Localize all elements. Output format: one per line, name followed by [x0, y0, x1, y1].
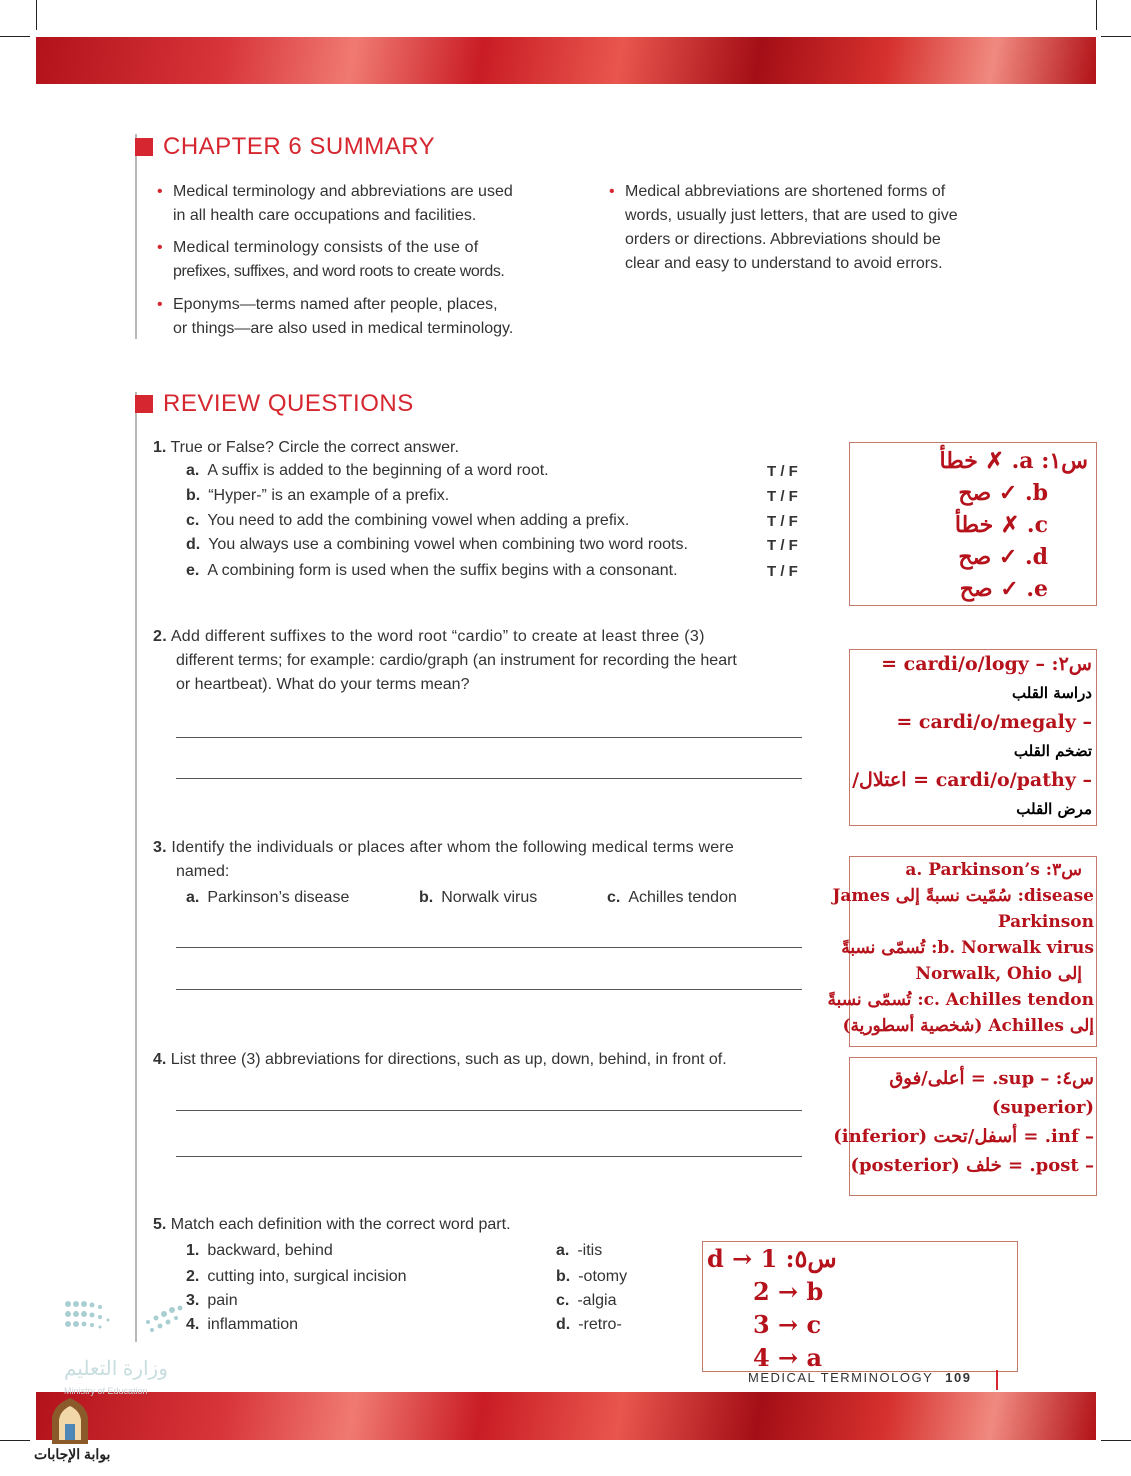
summary-heading [135, 133, 435, 161]
crop-mark [36, 0, 37, 30]
true-false-choice[interactable]: T / F [767, 488, 798, 505]
crop-mark [1101, 36, 1131, 37]
page-footer [748, 1370, 971, 1385]
bottom-banner [36, 1392, 1096, 1440]
q1-item: d. You always use a combining vowel when combining two word roots. [186, 536, 688, 553]
true-false-choice[interactable]: T / F [767, 513, 798, 530]
true-false-choice[interactable]: T / F [767, 537, 798, 554]
question-3: 3. Identify the individuals or places after whom the following medical terms were named: [153, 839, 734, 880]
q1-item: b. “Hyper-” is an example of a prefix. [186, 487, 450, 504]
answer-line[interactable] [176, 947, 802, 948]
q5-definition: 1. backward, behind [186, 1242, 333, 1259]
answer-box-3: س٣: a. Parkinson’s disease: سُمّيت نسبةً إلى James Parkinson b. Norwalk virus: تُسمّى نسبةً إلى Norwalk, Ohio c. Achilles tendon: تُسمّى نسبةً إلى Achilles (شخصية أسطورية) [849, 856, 1097, 1047]
bullet-dot: • [157, 183, 163, 200]
ministry-english: Ministry of Education [64, 1386, 148, 1396]
bullet-dot: • [157, 239, 163, 256]
review-rule [135, 392, 137, 1342]
q5-definition: 3. pain [186, 1292, 238, 1309]
review-title: REVIEW QUESTIONS [163, 390, 414, 417]
summary-title: CHAPTER 6 SUMMARY [163, 133, 436, 160]
site-name: بوابة الإجابات [34, 1446, 111, 1462]
question-1: 1. True or False? Circle the correct answer. [153, 439, 459, 456]
crop-mark [1096, 0, 1097, 30]
bullet-dot: • [157, 296, 163, 313]
summary-bullet: • Medical terminology consists of the use of prefixes, suffixes, and word roots to create words. [173, 236, 553, 284]
answer-line[interactable] [176, 737, 802, 738]
heading-marker [135, 138, 153, 156]
page-number: 109 [945, 1370, 972, 1385]
ministry-logo-dots-icon [64, 1300, 194, 1340]
summary-rule [135, 134, 137, 339]
top-banner [36, 37, 1096, 84]
ministry-wordmark: وزارة التعليم [64, 1358, 168, 1380]
question-5: 5. Match each definition with the correct word part. [153, 1216, 511, 1233]
crop-mark [0, 1440, 30, 1441]
q3-item: b. Norwalk virus [419, 889, 538, 906]
q5-definition: 4. inflammation [186, 1316, 299, 1333]
answer-box-1: س١: a. ✗ خطأ b. ✓ صح c. ✗ خطأ d. ✓ صح e. ✓ صح [849, 442, 1097, 606]
site-logo-icon [48, 1396, 92, 1446]
summary-bullet: • Eponyms—terms named after people, places, or things—are also used in medical terminology. [173, 293, 553, 341]
answer-line[interactable] [176, 989, 802, 990]
question-4: 4. List three (3) abbreviations for directions, such as up, down, behind, in front of. [153, 1051, 727, 1068]
q5-word-part: c. -algia [556, 1292, 617, 1309]
true-false-choice[interactable]: T / F [767, 563, 798, 580]
q5-definition: 2. cutting into, surgical incision [186, 1268, 407, 1285]
true-false-choice[interactable]: T / F [767, 463, 798, 480]
heading-marker [135, 395, 153, 413]
q1-item: e. A combining form is used when the suffix begins with a consonant. [186, 562, 678, 579]
summary-bullet: • Medical abbreviations are shortened forms of words, usually just letters, that are used to give orders or directions. Abbreviations should be clear and easy to understand to avoid errors. [625, 180, 1005, 276]
bullet-dot: • [609, 183, 615, 200]
q3-item: c. Achilles tendon [607, 889, 737, 906]
answer-line[interactable] [176, 1156, 802, 1157]
crop-mark [0, 36, 30, 37]
question-2: 2. Add different suffixes to the word root “cardio” to create at least three (3) different terms; for example: cardio/graph (an instrument for recording the heart or heartbeat). What do your terms mean? [153, 628, 737, 693]
answer-box-4: س٤: – sup. = أعلى/فوق (superior) – inf. = أسفل/تحت (inferior) – post. = خلف (posterior) [849, 1057, 1097, 1196]
answer-box-5: س٥: 1 → d 2 → b 3 → c 4 → a [702, 1241, 1018, 1372]
crop-mark [1101, 1440, 1131, 1441]
q1-item: c. You need to add the combining vowel when adding a prefix. [186, 512, 630, 529]
answer-line[interactable] [176, 1110, 802, 1111]
footer-bar [996, 1370, 998, 1390]
answer-line[interactable] [176, 778, 802, 779]
q3-item: a. Parkinson’s disease [186, 889, 350, 906]
q5-word-part: b. -otomy [556, 1268, 628, 1285]
summary-bullet: • Medical terminology and abbreviations are used in all health care occupations and facilities. [173, 180, 553, 228]
q5-word-part: a. -itis [556, 1242, 603, 1259]
q5-word-part: d. -retro- [556, 1316, 622, 1333]
q1-item: a. A suffix is added to the beginning of a word root. [186, 462, 549, 479]
book-title: MEDICAL TERMINOLOGY [748, 1370, 934, 1385]
answer-box-2: س٢: – cardi/o/logy = دراسة القلب – cardi/o/megaly = تضخم القلب – cardi/o/pathy = اعتلال/ مرض القلب [849, 649, 1097, 826]
review-heading [135, 390, 414, 418]
